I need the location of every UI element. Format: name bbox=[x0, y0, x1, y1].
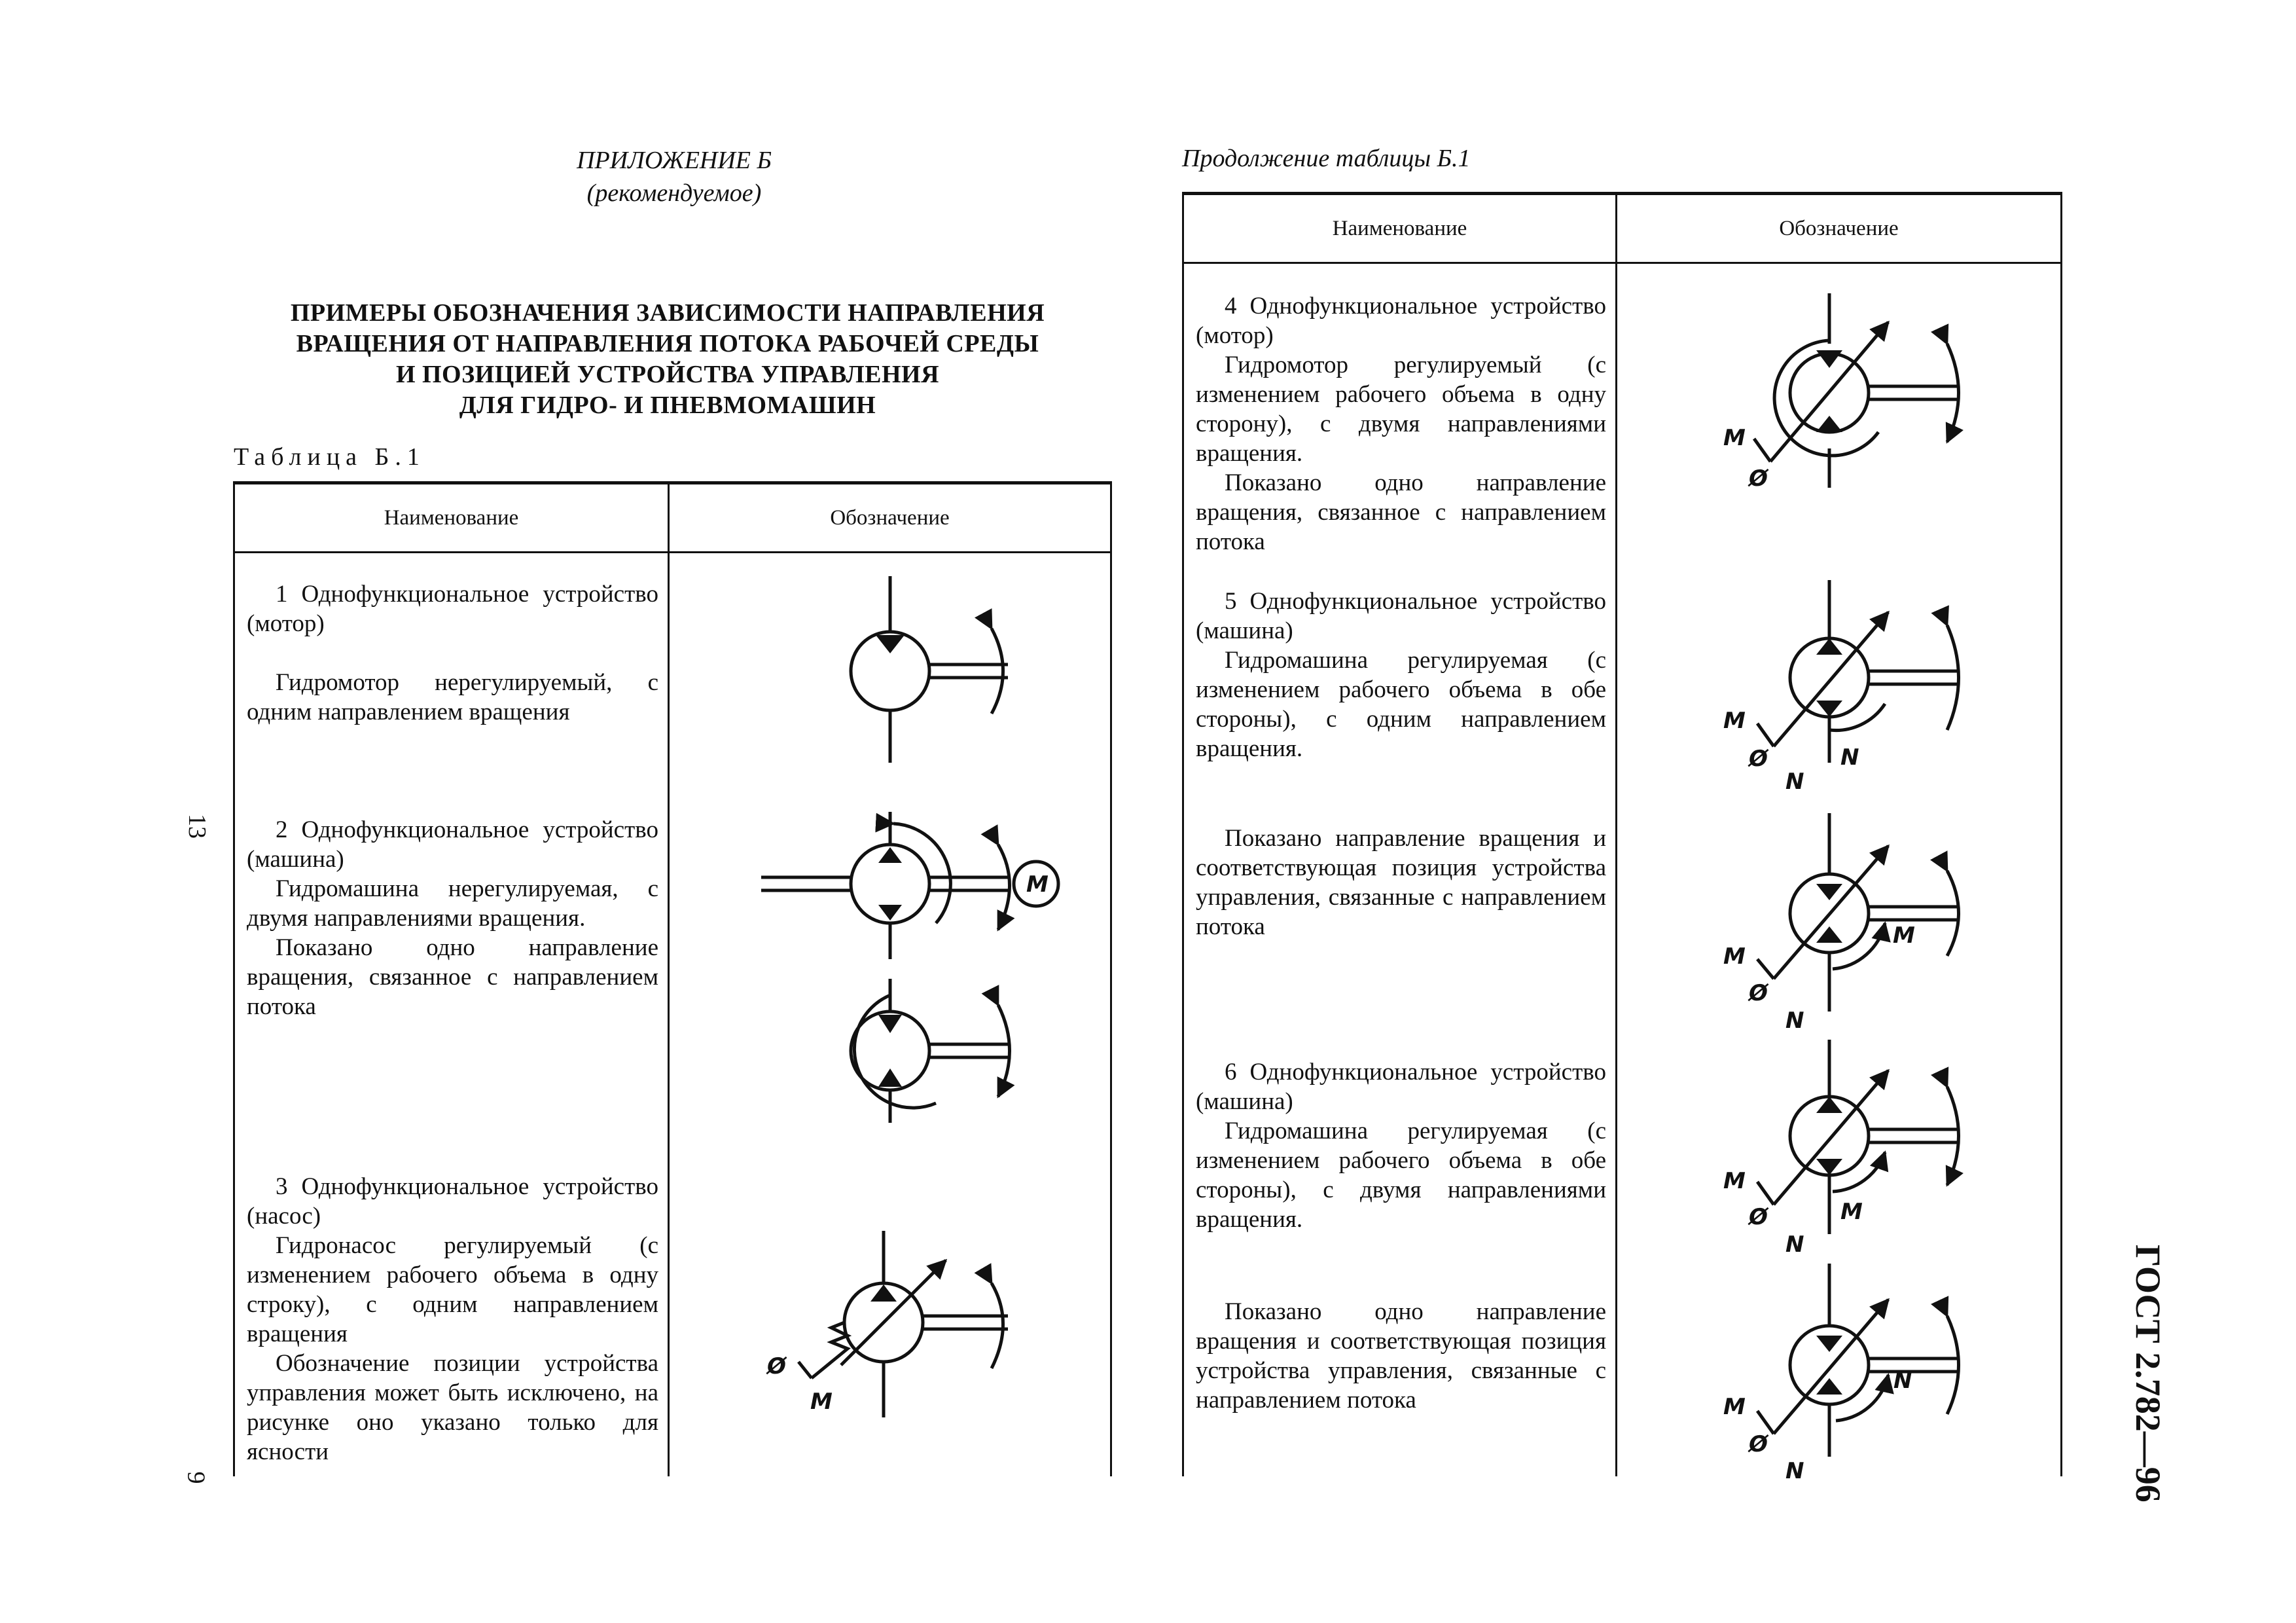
control-label: Ø bbox=[767, 1353, 786, 1379]
main-title-line: ДЛЯ ГИДРО- И ПНЕВМОМАШИН bbox=[459, 392, 876, 419]
entry-text: Показано одно направление вращения, связанное с направлением потока bbox=[1196, 469, 1606, 555]
main-title-line: И ПОЗИЦИЕЙ УСТРОЙСТВА УПРАВЛЕНИЯ bbox=[395, 361, 940, 388]
appendix-title: ПРИЛОЖЕНИЕ Б bbox=[577, 147, 772, 174]
entry-text: Обозначение позиции устройства управления может быть исключено, на рисунке оно указано только для ясности bbox=[247, 1350, 658, 1465]
main-title-line: ПРИМЕРЫ ОБОЗНАЧЕНИЯ ЗАВИСИМОСТИ НАПРАВЛЕНИЯ bbox=[290, 299, 1045, 327]
entry-text: Гидромотор нерегулируемый, с одним направлением вращения bbox=[247, 669, 658, 725]
control-label: N bbox=[1840, 744, 1859, 771]
control-label: M bbox=[1723, 943, 1746, 970]
control-label: Ø bbox=[1749, 1431, 1768, 1457]
table-caption: Таблица Б.1 bbox=[234, 443, 425, 471]
entry-text: 1 Однофункциональное устройство (мотор) bbox=[247, 581, 658, 637]
adjustable-machine-symbol bbox=[1757, 580, 1959, 763]
control-label: Ø bbox=[1749, 980, 1768, 1006]
column-header-symbol: Обозначение bbox=[1617, 194, 2062, 263]
column-header-symbol: Обозначение bbox=[669, 483, 1111, 553]
entry-text: Показано направление вращения и соответствующая позиция устройства управления, связанные с направлением потока bbox=[1196, 825, 1606, 940]
column-header-name: Наименование bbox=[1183, 194, 1617, 263]
control-label: M bbox=[1840, 1199, 1863, 1225]
entry-text: Гидромашина регулируемая (с изменением рабочего объема в обе стороны), с одним направлением вращения. bbox=[1196, 647, 1606, 762]
appendix-subtitle: (рекомендуемое) bbox=[586, 179, 762, 207]
entry-text: Показано одно направление вращения и соответствующая позиция устройства управления, связанные с направлением потока bbox=[1196, 1298, 1606, 1413]
main-title-line: ВРАЩЕНИЯ ОТ НАПРАВЛЕНИЯ ПОТОКА РАБОЧЕЙ СРЕДЫ bbox=[296, 330, 1039, 357]
machine-symbol bbox=[761, 812, 1058, 959]
control-label: N bbox=[1785, 1458, 1804, 1484]
machine-symbol bbox=[851, 979, 1010, 1123]
entry-text: Гидронасос регулируемый (с изменением рабочего объема в одну строку), с одним направлением вращения bbox=[247, 1232, 658, 1347]
column-header-name: Наименование bbox=[234, 483, 669, 553]
control-label: N bbox=[1785, 1231, 1804, 1258]
control-label: M bbox=[1723, 1394, 1746, 1420]
adjustable-machine-symbol bbox=[1757, 813, 1959, 1012]
page-number: 13 bbox=[183, 814, 211, 839]
page-number: 9 bbox=[182, 1471, 210, 1484]
entry-text: Показано одно направление вращения, связанное с направлением потока bbox=[247, 934, 658, 1020]
control-label: N bbox=[1785, 1008, 1804, 1034]
control-label: N bbox=[1893, 1368, 1912, 1394]
motor-symbol bbox=[851, 576, 1008, 763]
adjustable-motor-symbol bbox=[1754, 293, 1959, 488]
adjustable-machine-symbol bbox=[1757, 1264, 1959, 1457]
control-label: N bbox=[1785, 769, 1804, 795]
entry-text: 6 Однофункциональное устройство (машина) bbox=[1196, 1059, 1606, 1115]
entry-text: 5 Однофункциональное устройство (машина) bbox=[1196, 588, 1606, 644]
control-label: M bbox=[1723, 708, 1746, 734]
entry-text: 4 Однофункциональное устройство (мотор) bbox=[1196, 293, 1606, 349]
entry-text: Гидромашина нерегулируемая, с двумя направлениями вращения. bbox=[247, 875, 658, 932]
entry-text: 3 Однофункциональное устройство (насос) bbox=[247, 1173, 658, 1230]
control-label: Ø bbox=[1749, 465, 1768, 492]
control-label: M bbox=[810, 1389, 833, 1415]
control-label: M bbox=[1723, 1168, 1746, 1194]
entry-text: Гидромашина регулируемая (с изменением рабочего объема в обе стороны), с двумя направлениями вращения. bbox=[1196, 1118, 1606, 1233]
control-label: Ø bbox=[1749, 746, 1768, 772]
control-label: M bbox=[1893, 922, 1915, 949]
entry-text: Гидромотор регулируемый (с изменением рабочего объема в одну сторону), с двумя направлениями вращения. bbox=[1196, 352, 1606, 467]
entry-text: 2 Однофункциональное устройство (машина) bbox=[247, 816, 658, 873]
motor-label: M bbox=[1026, 871, 1049, 898]
standard-number: ГОСТ 2.782—96 bbox=[2128, 1245, 2168, 1503]
table-continued-caption: Продолжение таблицы Б.1 bbox=[1182, 145, 1471, 172]
control-label: Ø bbox=[1749, 1204, 1768, 1230]
control-label: M bbox=[1723, 425, 1746, 451]
